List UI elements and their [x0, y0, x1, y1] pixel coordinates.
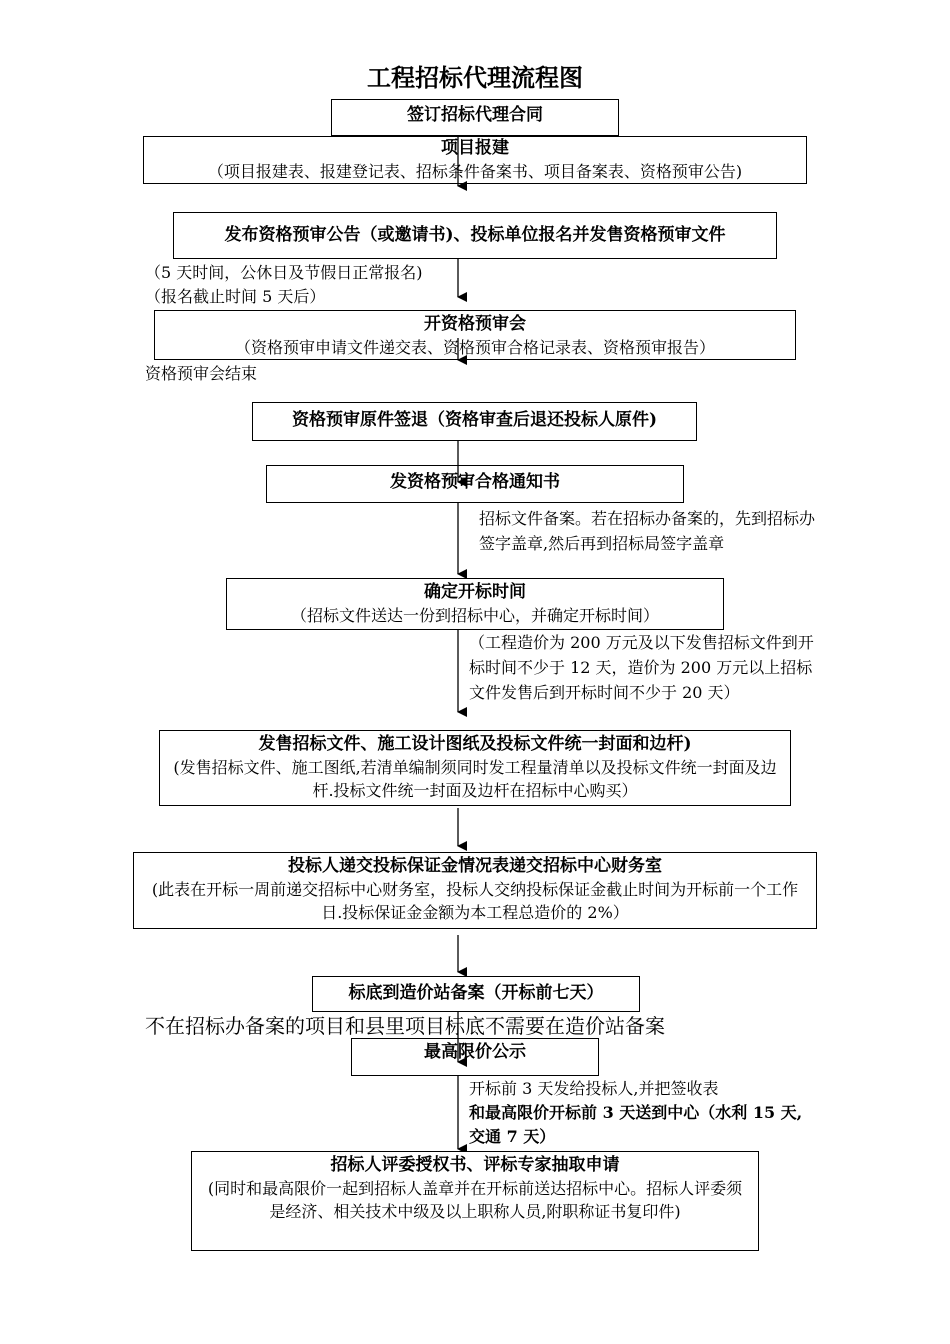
step-publish-prequalification: [173, 212, 777, 259]
note-tender-filing: 招标文件备案。若在招标办备案的，先到招标办签字盖章,然后再到招标局签字盖章: [479, 509, 816, 553]
step-subtitle: (同时和最高限价一起到招标人盖章并在开标前送达招标中心。招标人评委须是经济、相关技术中级及以上职称人员,附职称证书复印件): [207, 1179, 743, 1221]
step-project-registration: [143, 136, 807, 184]
step-title: 资格预审原件签退（资格审查后退还投标人原件): [291, 410, 658, 430]
note-sale-period: （工程造价为 200 万元及以下发售招标文件到开标时间不少于 12 天，造价为 200 万元以上招标文件发售后到开标时间不少于 20 天）: [469, 633, 814, 702]
step-subtitle: (发售招标文件、施工图纸,若清单编制须同时发工程量清单以及投标文件统一封面及边杆.投标文件统一封面及边杆在招标中心购买）: [173, 758, 777, 800]
note-max-price-delivery-b: 和最高限价开标前 3 天送到中心（水利 15 天,交通 7 天）: [469, 1103, 803, 1146]
step-subtitle: （资格预审申请文件递交表、资格预审合格记录表、资格预审报告）: [234, 338, 715, 357]
step-title: 确定开标时间: [424, 582, 526, 602]
step-max-price-announcement: [351, 1038, 599, 1076]
step-qualification-notice: [266, 465, 684, 503]
note-meeting-end: 资格预审会结束: [145, 364, 258, 383]
page-title: 工程招标代理流程图: [367, 63, 583, 92]
note-registration-period: （5 天时间，公休日及节假日正常报名): [145, 263, 423, 282]
step-title: 发布资格预审公告（或邀请书)、投标单位报名并发售资格预审文件: [224, 225, 726, 245]
step-title: 发售招标文件、施工设计图纸及投标文件统一封面和边杆): [258, 734, 692, 754]
step-subtitle: (此表在开标一周前递交招标中心财务室，投标人交纳投标保证金截止时间为开标前一个工作日.投标保证金金额为本工程总造价的 2%）: [151, 880, 799, 922]
step-title: 招标人评委授权书、评标专家抽取申请: [330, 1155, 620, 1175]
step-title: 签订招标代理合同: [407, 105, 543, 125]
step-set-bid-opening-time: [226, 578, 724, 630]
step-title: 开资格预审会: [424, 314, 526, 334]
step-prequalification-meeting: [154, 310, 796, 360]
step-original-signoff: [252, 402, 697, 441]
step-base-price-filing: [312, 976, 640, 1012]
step-bid-bond: [133, 852, 817, 929]
step-subtitle: （项目报建表、报建登记表、招标条件备案书、项目备案表、资格预审公告): [207, 162, 743, 181]
step-evaluation-authorization: [191, 1151, 759, 1251]
step-sell-tender-documents: [159, 730, 791, 806]
step-title: 最高限价公示: [424, 1042, 526, 1062]
step-title: 发资格预审合格通知书: [390, 472, 560, 492]
note-no-base-price-filing: 不在招标办备案的项目和县里项目标底不需要在造价站备案: [145, 1014, 665, 1038]
step-subtitle: （招标文件送达一份到招标中心，并确定开标时间）: [290, 606, 659, 625]
step-sign-contract: [331, 99, 619, 136]
step-title: 项目报建: [441, 138, 509, 158]
step-title: 标底到造价站备案（开标前七天）: [348, 983, 604, 1003]
step-title: 投标人递交投标保证金情况表递交招标中心财务室: [288, 856, 662, 876]
note-max-price-delivery-a: 开标前 3 天发给投标人,并把签收表: [469, 1079, 719, 1098]
note-registration-deadline: （报名截止时间 5 天后）: [145, 287, 326, 306]
